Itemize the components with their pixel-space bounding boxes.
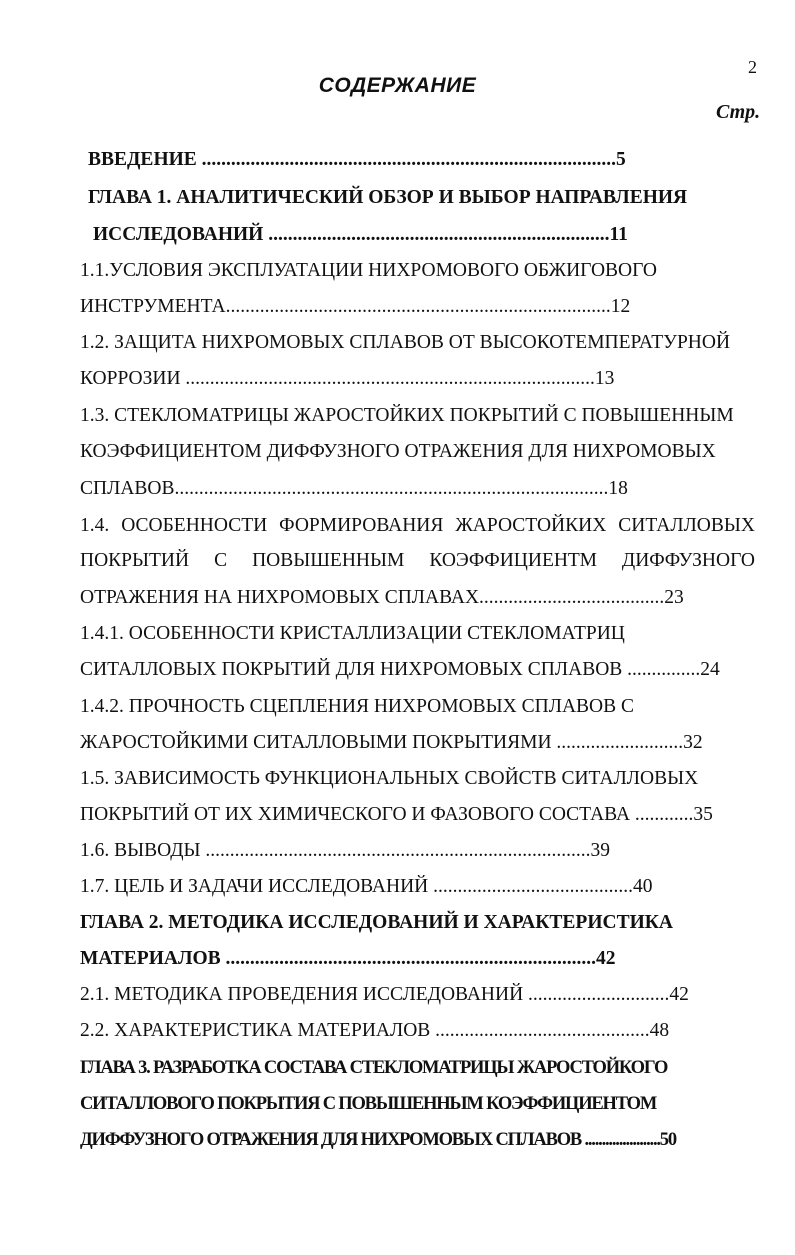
toc-section-1-1-line-1: 1.1.УСЛОВИЯ ЭКСПЛУАТАЦИИ НИХРОМОВОГО ОБЖИГОВОГО — [80, 260, 658, 281]
toc-chapter-1-line-2: ИССЛЕДОВАНИЙ ......................................................................11 — [93, 224, 628, 245]
toc-chapter-2-line-2: МАТЕРИАЛОВ ............................................................................42 — [80, 948, 616, 969]
toc-section-1-3-line-3: СПЛАВОВ.........................................................................................18 — [80, 478, 628, 499]
word: ПОВЫШЕННЫМ — [252, 550, 405, 571]
toc-chapter-1-line-1: ГЛАВА 1. АНАЛИТИЧЕСКИЙ ОБЗОР И ВЫБОР НАПРАВЛЕНИЯ — [88, 187, 688, 208]
word: 1.4. — [80, 515, 110, 536]
toc-section-2-2: 2.2. ХАРАКТЕРИСТИКА МАТЕРИАЛОВ ............................................48 — [80, 1020, 670, 1041]
toc-chapter-3-line-3: ДИФФУЗНОГО ОТРАЖЕНИЯ ДЛЯ НИХРОМОВЫХ СПЛАВОВ ......................50 — [80, 1130, 676, 1150]
toc-section-1-4-1-line-2: СИТАЛЛОВЫХ ПОКРЫТИЙ ДЛЯ НИХРОМОВЫХ СПЛАВОВ ...............24 — [80, 659, 720, 680]
toc-section-1-3-line-1: 1.3. СТЕКЛОМАТРИЦЫ ЖАРОСТОЙКИХ ПОКРЫТИЙ С ПОВЫШЕННЫМ — [80, 405, 734, 426]
toc-section-1-3-line-2: КОЭФФИЦИЕНТОМ ДИФФУЗНОГО ОТРАЖЕНИЯ ДЛЯ НИХРОМОВЫХ — [80, 441, 716, 462]
word: ЖАРОСТОЙКИХ — [455, 515, 607, 536]
toc-section-1-1-line-2: ИНСТРУМЕНТА...............................................................................12 — [80, 296, 631, 317]
toc-chapter-3-line-2: СИТАЛЛОВОГО ПОКРЫТИЯ С ПОВЫШЕННЫМ КОЭФФИЦИЕНТОМ — [80, 1094, 657, 1114]
word: СИТАЛЛОВЫХ — [618, 515, 755, 536]
word: ФОРМИРОВАНИЯ — [279, 515, 444, 536]
word: ДИФФУЗНОГО — [621, 550, 755, 571]
toc-section-1-5-line-2: ПОКРЫТИЙ ОТ ИХ ХИМИЧЕСКОГО И ФАЗОВОГО СОСТАВА ............35 — [80, 804, 713, 825]
toc-section-1-4-2-line-1: 1.4.2. ПРОЧНОСТЬ СЦЕПЛЕНИЯ НИХРОМОВЫХ СПЛАВОВ С — [80, 696, 635, 717]
toc-section-1-2-line-2: КОРРОЗИИ ....................................................................................13 — [80, 368, 615, 389]
toc-section-1-6: 1.6. ВЫВОДЫ ...............................................................................39 — [80, 840, 611, 861]
page-title: СОДЕРЖАНИЕ — [318, 74, 477, 97]
toc-section-2-1: 2.1. МЕТОДИКА ПРОВЕДЕНИЯ ИССЛЕДОВАНИЙ .............................42 — [80, 984, 689, 1005]
word: КОЭФФИЦИЕНТМ — [429, 550, 597, 571]
toc-section-1-7: 1.7. ЦЕЛЬ И ЗАДАЧИ ИССЛЕДОВАНИЙ .........................................40 — [80, 876, 653, 897]
word: С — [214, 550, 228, 571]
toc-chapter-2-line-1: ГЛАВА 2. МЕТОДИКА ИССЛЕДОВАНИЙ И ХАРАКТЕРИСТИКА — [80, 912, 673, 933]
toc-entry-introduction: ВВЕДЕНИЕ .....................................................................................5 — [88, 149, 626, 170]
toc-section-1-4-2-line-2: ЖАРОСТОЙКИМИ СИТАЛЛОВЫМИ ПОКРЫТИЯМИ ..........................32 — [80, 732, 703, 753]
toc-section-1-2-line-1: 1.2. ЗАЩИТА НИХРОМОВЫХ СПЛАВОВ ОТ ВЫСОКОТЕМПЕРАТУРНОЙ — [80, 332, 731, 353]
toc-section-1-5-line-1: 1.5. ЗАВИСИМОСТЬ ФУНКЦИОНАЛЬНЫХ СВОЙСТВ СИТАЛЛОВЫХ — [80, 768, 699, 789]
toc-chapter-3-line-1: ГЛАВА 3. РАЗРАБОТКА СОСТАВА СТЕКЛОМАТРИЦЫ ЖАРОСТОЙКОГО — [80, 1058, 668, 1078]
page-column-label: Стр. — [716, 101, 761, 123]
page-number: 2 — [748, 57, 757, 77]
word: ОСОБЕННОСТИ — [121, 515, 268, 536]
toc-section-1-4-line-2 — [80, 548, 755, 574]
toc-section-1-4-line-1 — [80, 513, 755, 539]
toc-section-1-4-line-3: ОТРАЖЕНИЯ НА НИХРОМОВЫХ СПЛАВАХ......................................23 — [80, 587, 684, 608]
word: ПОКРЫТИЙ — [80, 550, 190, 571]
toc-section-1-4-1-line-1: 1.4.1. ОСОБЕННОСТИ КРИСТАЛЛИЗАЦИИ СТЕКЛОМАТРИЦ — [80, 623, 625, 644]
